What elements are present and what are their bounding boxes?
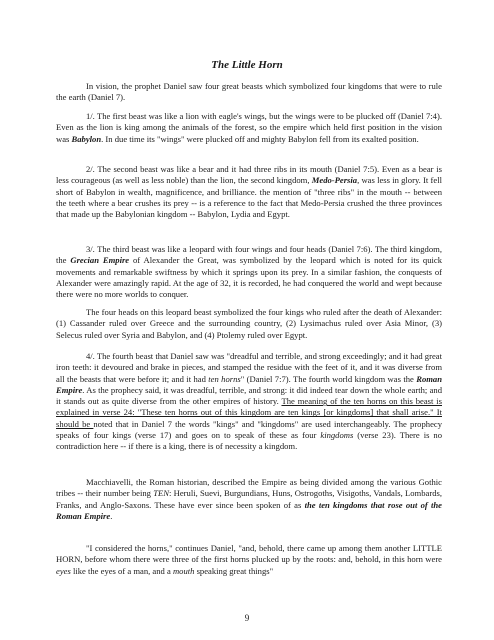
paragraph-intro: In vision, the prophet Daniel saw four great beasts which symbolized four kingdoms that were to rule the earth (Daniel 7). bbox=[56, 81, 442, 103]
emphasis-ten-kingdoms: the ten kingdoms that rose out of the Roman Empire bbox=[56, 499, 442, 521]
paragraph-grecian-empire: 3/. The third beast was like a leopard with four wings and four heads (Daniel 7:6). The third kingdom, the Grecian Empire of Alexander the Great, was symbolized by the leopard which is noted for its quick movements and remarkable swiftness by which it springs upon its prey. In a similar fashion, the conquests of Alexander were amazingly rapid. At the age of 32, it is recorded, he had conquered the world and wept because there were no more worlds to conquer. bbox=[56, 244, 442, 300]
page-number: 9 bbox=[244, 613, 250, 623]
paragraph-babylon: 1/. The first beast was like a lion with eagle's wings, but the wings were to be plucked off (Daniel 7:4). Even as the lion is king among the animals of the forest, so the empire which held first position in the vision was Babylon. In due time its "wings" were plucked off and mighty Babylon fell from its exalted position. bbox=[56, 111, 442, 144]
paragraph-medo-persia: 2/. The second beast was like a bear and it had three ribs in its mouth (Daniel 7:5). Even as a bear is less courageous (as well as less noble) than the lion, the second kingdom, Medo-Persia, was less in glory. It fell short of Babylon in wealth, magnificence, and brilliance. the mention of "three ribs" in the mouth -- between the teeth where a bear crushes its prey -- is a reference to the fact that Medo-Persia crushed the three provinces that made up the Babylonian kingdom -- Babylon, Lydia and Egypt. bbox=[56, 164, 442, 220]
paragraph-ten-kingdoms: Macchiavelli, the Roman historian, described the Empire as being divided among the various Gothic tribes -- their number being TEN: Heruli, Suevi, Burgundians, Huns, Ostrogoths, Visigoths, Vandals, Lombards, Franks, and Anglo-Saxons. These have ever since been spoken of as the ten kingdoms that rose out of the Roman Empire. bbox=[56, 477, 442, 521]
emphasis-eyes: eyes bbox=[56, 565, 71, 576]
emphasis-kingdoms: kingdoms bbox=[320, 430, 354, 441]
emphasis-grecian-empire: Grecian Empire bbox=[70, 255, 130, 266]
underlined-verse-24: The meaning of the ten horns on this beast is explained in verse 24: "These ten horns out of this kingdom are ten kings [or kingdoms] that shall arise." It should be bbox=[56, 396, 442, 429]
paragraph-little-horn: "I considered the horns," continues Daniel, "and, behold, there came up among them another LITTLE HORN, before whom there were three of the first horns plucked up by the roots: and, behold, in this horn were eyes like the eyes of a man, and a mouth speaking great things" bbox=[56, 543, 442, 576]
paragraph-roman-empire: 4/. The fourth beast that Daniel saw was "dreadful and terrible, and strong exceedingly; and it had great iron teeth: it devoured and brake in pieces, and stamped the residue with the feet of it, and it was diverse from all the beasts that were before it; and it had ten horns" (Daniel 7:7). The fourth world kingdom was the Roman Empire. As the prophecy said, it was dreadful, terrible, and strong: it did indeed tear down the whole earth; and it stands out as quite diverse from the other empires of history. The meaning of the ten horns on this beast is explained in verse 24: "These ten horns out of this kingdom are ten kings [or kingdoms] that shall arise." It should be noted that in Daniel 7 the words "kings" and "kingdoms" are used interchangeably. The prophecy speaks of four kings (verse 17) and goes on to speak of these as four kingdoms (verse 23). There is no contradiction here -- if there is a king, there is of necessity a kingdom. bbox=[56, 351, 443, 452]
page-title: The Little Horn bbox=[211, 59, 283, 71]
emphasis-medo-persia: Medo-Persia bbox=[311, 175, 358, 186]
emphasis-babylon: Babylon bbox=[71, 133, 102, 144]
emphasis-ten-horns: ten horns bbox=[208, 373, 241, 384]
emphasis-ten: TEN bbox=[153, 488, 169, 499]
emphasis-roman-empire: Roman Empire bbox=[56, 373, 443, 395]
emphasis-mouth: mouth bbox=[172, 565, 195, 576]
paragraph-four-heads: The four heads on this leopard beast symbolized the four kings who ruled after the death of Alexander: (1) Cassander ruled over Greece and the surrounding country, (2) Lysimachus ruled over Asia Minor, (3) Selecus ruled over Syria and Babylon, and (4) Ptolemy ruled over Egypt. bbox=[56, 307, 442, 340]
